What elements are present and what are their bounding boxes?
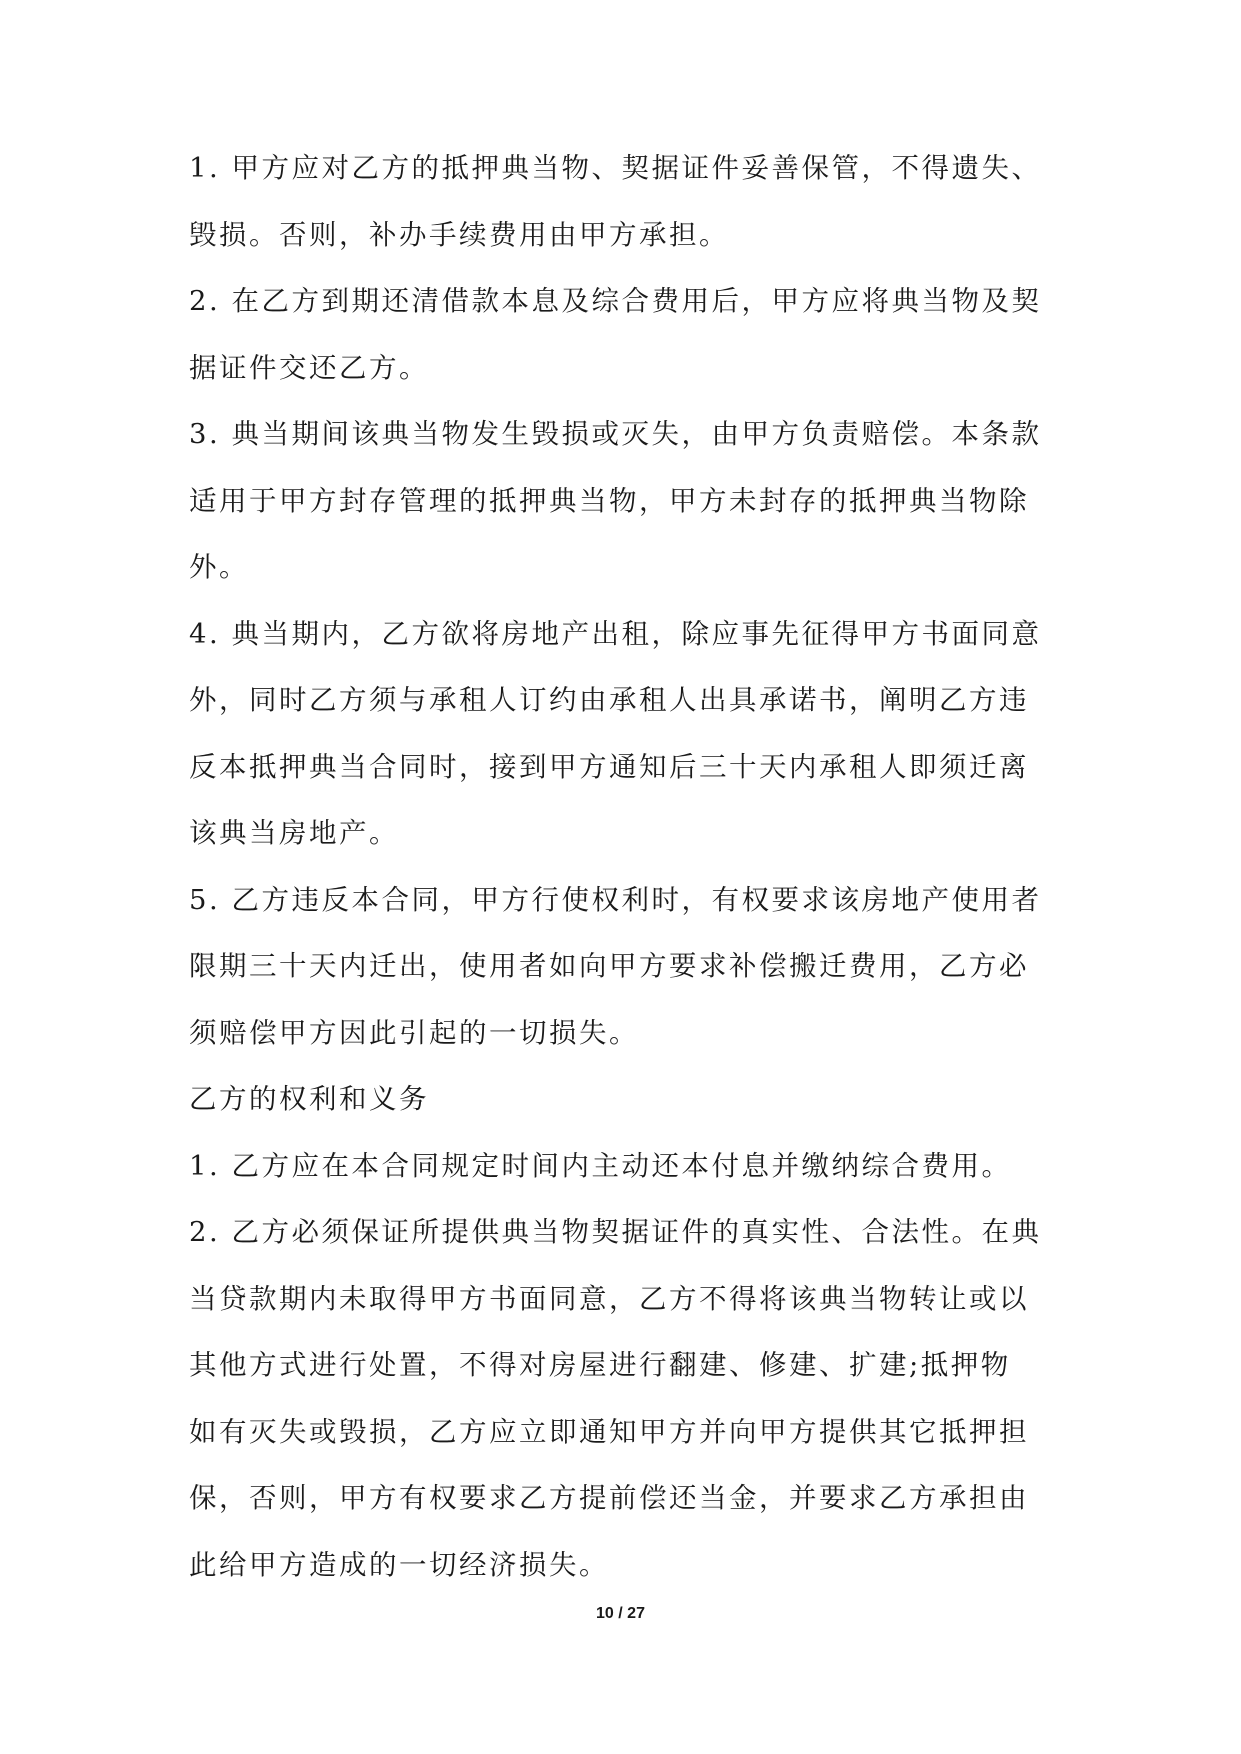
body-line: 当贷款期内未取得甲方书面同意，乙方不得将该典当物转让或以 — [189, 1282, 1029, 1315]
body-line: 须赔偿甲方因此引起的一切损失。 — [189, 1016, 639, 1049]
body-line: 适用于甲方封存管理的抵押典当物，甲方未封存的抵押典当物除 — [189, 484, 1029, 517]
document-body — [189, 152, 1069, 1615]
body-line: 保，否则，甲方有权要求乙方提前偿还当金，并要求乙方承担由 — [189, 1482, 1029, 1514]
body-line: 此给甲方造成的一切经济损失。 — [189, 1548, 609, 1581]
body-line: 2. 在乙方到期还清借款本息及综合费用后，甲方应将典当物及契 — [189, 285, 1042, 317]
body-line: 反本抵押典当合同时，接到甲方通知后三十天内承租人即须迁离 — [189, 750, 1029, 783]
body-line: 据证件交还乙方。 — [189, 351, 429, 384]
page-number: 10 / 27 — [596, 1605, 645, 1622]
body-line: 限期三十天内迁出，使用者如向甲方要求补偿搬迁费用，乙方必 — [189, 950, 1029, 982]
body-line: 1. 乙方应在本合同规定时间内主动还本付息并缴纳综合费用。 — [189, 1149, 1012, 1182]
body-line: 5. 乙方违反本合同，甲方行使权利时，有权要求该房地产使用者 — [189, 883, 1042, 916]
body-line: 如有灭失或毁损，乙方应立即通知甲方并向甲方提供其它抵押担 — [189, 1415, 1029, 1448]
body-line: 外。 — [189, 551, 249, 583]
body-line: 4. 典当期内，乙方欲将房地产出租，除应事先征得甲方书面同意 — [189, 617, 1042, 650]
body-line: 1. 甲方应对乙方的抵押典当物、契据证件妥善保管，不得遗失、 — [189, 152, 1042, 184]
body-line: 外，同时乙方须与承租人订约由承租人出具承诺书，阐明乙方违 — [189, 684, 1029, 716]
section-heading: 乙方的权利和义务 — [189, 1083, 429, 1115]
body-line: 其他方式进行处置，不得对房屋进行翻建、修建、扩建;抵押物 — [189, 1349, 1011, 1381]
body-line: 2. 乙方必须保证所提供典当物契据证件的真实性、合法性。在典 — [189, 1216, 1042, 1248]
body-line: 毁损。否则，补办手续费用由甲方承担。 — [189, 218, 729, 251]
body-line: 3. 典当期间该典当物发生毁损或灭失，由甲方负责赔偿。本条款 — [189, 418, 1042, 450]
body-line: 该典当房地产。 — [189, 817, 399, 849]
